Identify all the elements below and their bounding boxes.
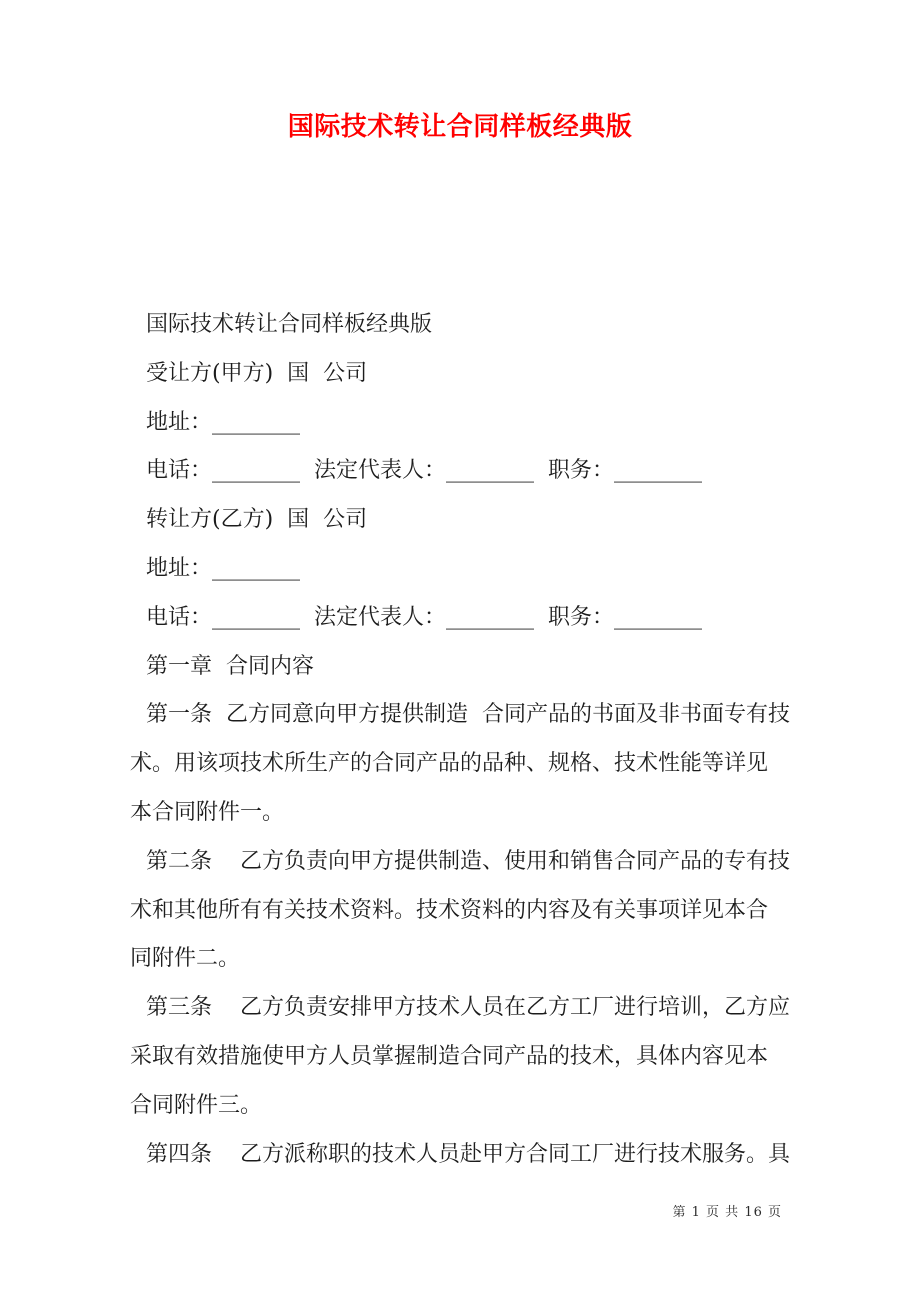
document-line: 电话：________ 法定代表人：________ 职务：________ <box>146 604 702 630</box>
document-line: 第四条 乙方派称职的技术人员赴甲方合同工厂进行技术服务。具 <box>146 1141 790 1167</box>
document-body <box>130 301 798 1179</box>
document-title: 国际技术转让合同样板经典版 <box>287 112 633 142</box>
document-line: 地址：________ <box>146 409 301 435</box>
page-number-indicator: 第 1 页 共 16 页 <box>672 1205 782 1220</box>
document-line: 受让方(甲方) 国 公司 <box>146 360 368 386</box>
document-line: 第二条 乙方负责向甲方提供制造、使用和销售合同产品的专有技 <box>146 848 790 874</box>
document-line: 采取有效措施使甲方人员掌握制造合同产品的技术，具体内容见本 <box>130 1043 769 1069</box>
document-line: 本合同附件一。 <box>130 799 285 825</box>
document-line: 合同附件三。 <box>130 1092 263 1118</box>
document-line: 转让方(乙方) 国 公司 <box>146 507 368 533</box>
document-line: 电话：________ 法定代表人：________ 职务：________ <box>146 458 702 484</box>
document-line: 第三条 乙方负责安排甲方技术人员在乙方工厂进行培训，乙方应 <box>146 995 790 1021</box>
document-line: 地址：________ <box>146 555 301 581</box>
document-line: 第一章 合同内容 <box>146 653 314 679</box>
document-line: 同附件二。 <box>130 946 241 972</box>
document-line: 国际技术转让合同样板经典版 <box>146 312 433 337</box>
document-line: 术。用该项技术所生产的合同产品的品种、规格、技术性能等详见 <box>130 751 769 777</box>
document-line: 术和其他所有有关技术资料。技术资料的内容及有关事项详见本合 <box>130 897 769 923</box>
document-line: 第一条 乙方同意向甲方提供制造 合同产品的书面及非书面专有技 <box>146 702 790 728</box>
